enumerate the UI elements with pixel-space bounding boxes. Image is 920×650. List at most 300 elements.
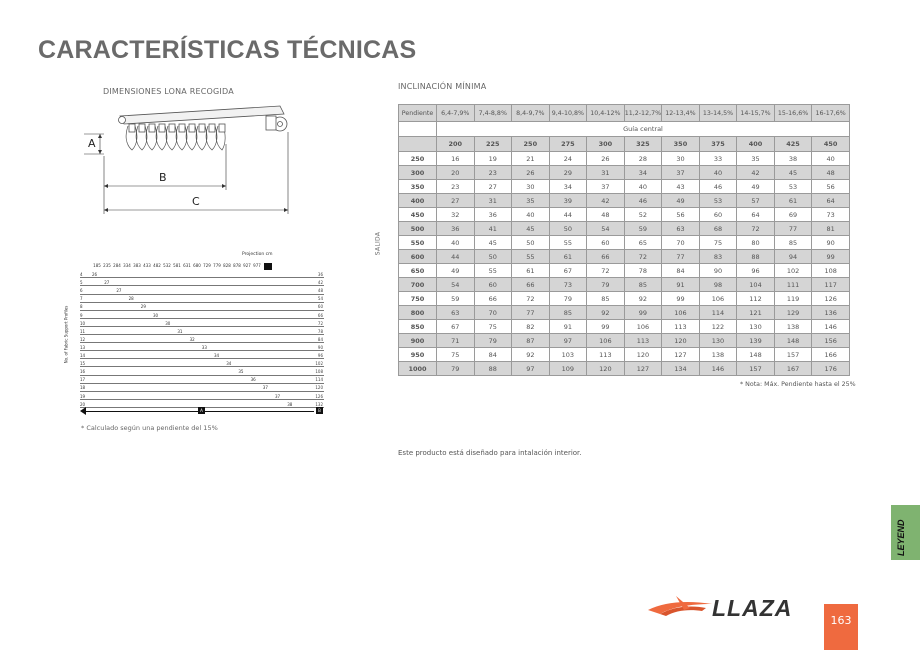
dim-label-c: C [192,195,200,208]
inclination-cell: 126 [812,292,850,306]
projection-row-value: 32 [189,336,195,342]
linea-header-cell: 425 [774,137,812,152]
inclination-cell: 53 [774,180,812,194]
inclination-cell: 29 [549,166,587,180]
inclination-cell: 92 [512,348,550,362]
inclination-cell: 66 [512,278,550,292]
projection-row-value: 31 [177,328,183,334]
projection-col-header: 383 [133,263,141,268]
projection-row-value: 37 [275,393,281,399]
inclination-cell: 63 [662,222,700,236]
salida-cell: 400 [399,194,437,208]
inclination-cell: 130 [737,320,775,334]
projection-col-header: 631 [183,263,191,268]
salida-cell: 600 [399,250,437,264]
inclination-cell: 19 [474,152,512,166]
projection-col-header: 482 [153,263,161,268]
inclination-cell: 48 [812,166,850,180]
projection-row-count: 11 [80,328,86,334]
inclination-cell: 106 [699,292,737,306]
linea-header-cell: 250 [512,137,550,152]
left-footnote: * Calculado según una pendiente del 15% [81,424,218,432]
linea-empty [399,137,437,152]
inclination-cell: 99 [662,292,700,306]
table-row [399,180,850,194]
inclination-cell: 65 [624,236,662,250]
inclination-cell: 104 [737,278,775,292]
inclination-cell: 24 [549,152,587,166]
inclination-cell: 120 [624,348,662,362]
projection-row [80,320,324,327]
inclination-cell: 31 [474,194,512,208]
linea-header-cell: 200 [437,137,475,152]
inclination-cell: 106 [624,320,662,334]
inclination-cell: 98 [699,278,737,292]
inclination-cell: 103 [549,348,587,362]
inclination-cell: 119 [774,292,812,306]
inclination-cell: 64 [737,208,775,222]
inclination-cell: 75 [474,320,512,334]
inclination-cell: 97 [549,334,587,348]
projection-row [80,271,324,278]
linea-header-cell: 275 [549,137,587,152]
inclination-cell: 91 [662,278,700,292]
side-tab-label: LEYEND [896,519,906,556]
linea-header-cell: 450 [812,137,850,152]
inclination-cell: 94 [774,250,812,264]
salida-cell: 350 [399,180,437,194]
inclination-cell: 146 [812,320,850,334]
inclination-cell: 79 [437,362,475,376]
pendiente-cell: 8,4-9,7% [512,105,550,122]
inclination-cell: 77 [662,250,700,264]
salida-cell: 950 [399,348,437,362]
pendiente-cell: 16-17,6% [812,105,850,122]
projection-col-header: 680 [193,263,201,268]
projection-row-end: 114 [315,377,323,383]
projection-row-end: 54 [317,296,323,302]
linea-header-cell: 350 [662,137,700,152]
inclination-cell: 109 [549,362,587,376]
inclination-cell: 99 [624,306,662,320]
inclination-cell: 56 [662,208,700,222]
projection-row-end: 96 [317,353,323,358]
inclination-cell: 36 [474,208,512,222]
inclination-cell: 148 [774,334,812,348]
awning-diagram [80,104,310,216]
inclination-cell: 60 [474,278,512,292]
left-section-label: DIMENSIONES LONA RECOGIDA [103,87,234,96]
inclination-cell: 70 [662,236,700,250]
pendiente-cell: 7,4-8,8% [474,105,512,122]
inclination-cell: 64 [812,194,850,208]
projection-row-value: 37 [262,385,268,391]
projection-col-header: 185 [93,263,101,268]
inclination-cell: 157 [737,362,775,376]
projection-row [80,295,324,302]
inclination-cell: 75 [437,348,475,362]
inclination-cell: 56 [812,180,850,194]
inclination-cell: 44 [549,208,587,222]
projection-row-end: 72 [317,320,323,326]
pendiente-label: Pendiente [399,105,437,122]
projection-row-value: 36 [250,377,256,383]
projection-col-header: 581 [173,263,181,268]
inclination-cell: 35 [737,152,775,166]
inclination-cell: 80 [737,236,775,250]
inclination-cell: 90 [812,236,850,250]
inclination-cell: 77 [512,306,550,320]
table-row [399,166,850,180]
inclination-cell: 106 [662,306,700,320]
inclination-cell: 92 [624,292,662,306]
inclination-cell: 49 [437,264,475,278]
projection-row [80,384,324,391]
inclination-cell: 72 [512,292,550,306]
brand-name: LLAZA [712,595,793,621]
inclination-cell: 90 [699,264,737,278]
inclination-cell: 68 [699,222,737,236]
inclination-cell: 81 [812,222,850,236]
dim-label-a: A [88,137,96,150]
inclination-cell: 46 [624,194,662,208]
inclination-cell: 66 [474,292,512,306]
projection-row-end: 42 [317,280,323,286]
inclination-cell: 30 [662,152,700,166]
page-title: CARACTERÍSTICAS TÉCNICAS [38,36,417,64]
projection-y-label: No. of Fabric Support Profiles [63,305,69,364]
inclination-cell: 78 [624,264,662,278]
inclination-cell: 92 [587,306,625,320]
salida-cell: 850 [399,320,437,334]
projection-row-value: 29 [140,304,146,310]
inclination-cell: 23 [474,166,512,180]
inclination-cell: 84 [662,264,700,278]
projection-col-header: 828 [223,263,231,268]
salida-cell: 450 [399,208,437,222]
projection-row-count: 10 [80,320,86,326]
inclination-cell: 66 [587,250,625,264]
table-row [399,320,850,334]
projection-row-value: 35 [238,369,244,375]
projection-row [80,328,324,335]
projection-row-count: 13 [80,344,86,350]
projection-row-end: 108 [315,369,323,375]
projection-col-header: 878 [233,263,241,268]
inclination-cell: 41 [474,222,512,236]
table-row [399,222,850,236]
pendiente-cell: 10,4-12% [587,105,625,122]
projection-title: Projection cm [242,252,273,257]
projection-row-count: 19 [80,393,86,399]
projection-row [80,312,324,319]
projection-row-value: 30 [153,312,159,318]
inclination-cell: 134 [662,362,700,376]
inclination-cell: 60 [587,236,625,250]
projection-row-count: 7 [80,296,83,302]
pendiente-cell: 13-14,5% [699,105,737,122]
projection-row-value: 27 [104,280,110,286]
projection-row-count: 8 [80,304,83,310]
inclination-cell: 138 [699,348,737,362]
inclination-cell: 32 [437,208,475,222]
inclination-cell: 45 [512,222,550,236]
inclination-cell: 37 [587,180,625,194]
inclination-cell: 28 [624,152,662,166]
inclination-cell: 120 [587,362,625,376]
pendiente-cell: 6,4-7,9% [437,105,475,122]
inclination-cell: 50 [549,222,587,236]
inclination-cell: 53 [699,194,737,208]
salida-cell: 1000 [399,362,437,376]
inclination-cell: 31 [587,166,625,180]
projection-col-header: 532 [163,263,171,268]
projection-row-value: 30 [165,320,171,326]
inclination-cell: 61 [512,264,550,278]
projection-col-marker [264,263,272,270]
inclination-cell: 49 [737,180,775,194]
table-row [399,264,850,278]
salida-cell: 500 [399,222,437,236]
projection-col-header: 977 [253,263,261,268]
inclination-cell: 79 [474,334,512,348]
inclination-cell: 46 [699,180,737,194]
projection-row-value: 33 [201,344,207,350]
projection-row-count: 14 [80,353,86,358]
inclination-cell: 139 [737,334,775,348]
projection-row-count: 4 [80,272,83,277]
inclination-cell: 73 [549,278,587,292]
inclination-cell: 55 [512,250,550,264]
inclination-cell: 23 [437,180,475,194]
inclination-cell: 34 [549,180,587,194]
projection-row [80,344,324,351]
linea-header-cell: 325 [624,137,662,152]
linea-header-cell: 225 [474,137,512,152]
projection-row-end: 120 [315,385,323,391]
projection-row [80,376,324,383]
projection-columns [92,263,324,271]
inclination-cell: 127 [662,348,700,362]
salida-cell: 250 [399,152,437,166]
inclination-cell: 59 [437,292,475,306]
inclination-cell: 72 [624,250,662,264]
inclination-cell: 91 [549,320,587,334]
table-row [399,152,850,166]
projection-row [80,279,324,286]
table-row [399,348,850,362]
table-row [399,306,850,320]
inclination-cell: 26 [512,166,550,180]
salida-cell: 750 [399,292,437,306]
projection-col-header: 927 [243,263,251,268]
salida-cell: 550 [399,236,437,250]
inclination-cell: 59 [624,222,662,236]
inclination-cell: 55 [474,264,512,278]
inclination-cell: 97 [512,362,550,376]
inclination-cell: 44 [437,250,475,264]
inclination-cell: 84 [474,348,512,362]
projection-row-value: 27 [116,288,122,294]
projection-row-end: 36 [317,272,323,277]
projection-col-header: 729 [203,263,211,268]
inclination-cell: 108 [812,264,850,278]
inclination-cell: 50 [512,236,550,250]
inclination-cell: 40 [512,208,550,222]
inclination-cell: 60 [699,208,737,222]
inclination-cell: 21 [512,152,550,166]
inclination-cell: 16 [437,152,475,166]
salida-label: SALIDA [374,231,382,256]
inclination-cell: 85 [774,236,812,250]
inclination-cell: 87 [512,334,550,348]
inclination-cell: 36 [437,222,475,236]
projection-row-count: 12 [80,336,86,342]
table-row [399,278,850,292]
table-row [399,334,850,348]
inclination-cell: 37 [662,166,700,180]
linea-header-cell: 300 [587,137,625,152]
inclination-cell: 26 [587,152,625,166]
inclination-cell: 40 [812,152,850,166]
table-row [399,194,850,208]
pendiente-cell: 9,4-10,8% [549,105,587,122]
projection-row [80,336,324,343]
inclination-table [398,104,850,376]
projection-footer [80,407,324,415]
projection-row-count: 5 [80,280,83,286]
inclination-cell: 138 [774,320,812,334]
inclination-cell: 71 [437,334,475,348]
inclination-cell: 85 [549,306,587,320]
projection-row-end: 66 [317,312,323,318]
inclination-cell: 83 [699,250,737,264]
brand-mark-icon [646,588,716,624]
table-row [399,250,850,264]
inclination-cell: 99 [812,250,850,264]
inclination-cell: 54 [437,278,475,292]
inclination-cell: 148 [737,348,775,362]
projection-col-header: 334 [123,263,131,268]
inclination-cell: 69 [774,208,812,222]
inclination-cell: 129 [774,306,812,320]
inclination-cell: 33 [699,152,737,166]
salida-cell: 650 [399,264,437,278]
inclination-cell: 42 [737,166,775,180]
guia-row [399,122,850,137]
inclination-cell: 50 [474,250,512,264]
inclination-cell: 61 [774,194,812,208]
right-section-label: INCLINACIÓN MÍNIMA [398,82,487,91]
inclination-cell: 67 [549,264,587,278]
inclination-cell: 82 [512,320,550,334]
inclination-cell: 156 [812,334,850,348]
inclination-cell: 48 [587,208,625,222]
inclination-cell: 45 [474,236,512,250]
pendiente-cell: 11,2-12,7% [624,105,662,122]
projection-row-count: 17 [80,377,86,383]
inclination-cell: 176 [812,362,850,376]
inclination-cell: 111 [774,278,812,292]
inclination-cell: 52 [624,208,662,222]
projection-row [80,352,324,359]
inclination-cell: 106 [587,334,625,348]
inclination-cell: 127 [624,362,662,376]
projection-row-end: 126 [315,393,323,399]
projection-col-header: 779 [213,263,221,268]
linea-header-cell: 400 [737,137,775,152]
inclination-cell: 121 [737,306,775,320]
inclination-cell: 88 [474,362,512,376]
projection-table [62,252,324,420]
inclination-cell: 113 [624,334,662,348]
inclination-cell: 49 [662,194,700,208]
inclination-cell: 85 [624,278,662,292]
inclination-cell: 45 [774,166,812,180]
projection-row-end: 90 [317,344,323,350]
inclination-cell: 27 [474,180,512,194]
inclination-cell: 113 [662,320,700,334]
projection-col-header: 284 [113,263,121,268]
inclination-cell: 35 [512,194,550,208]
inclination-cell: 112 [737,292,775,306]
inclination-cell: 99 [587,320,625,334]
inclination-cell: 30 [512,180,550,194]
inclination-cell: 136 [812,306,850,320]
projection-row-value: 38 [287,401,293,407]
pendiente-cell: 14-15,7% [737,105,775,122]
inclination-cell: 113 [587,348,625,362]
inclination-cell: 72 [737,222,775,236]
projection-row-count: 18 [80,385,86,391]
projection-row-value: 34 [214,353,220,358]
inclination-cell: 157 [774,348,812,362]
inclination-cell: 166 [812,348,850,362]
inclination-cell: 79 [549,292,587,306]
pendiente-cell: 15-16,6% [774,105,812,122]
right-note: * Nota: Máx. Pendiente hasta el 25% [740,381,856,388]
inclination-cell: 85 [587,292,625,306]
projection-row [80,393,324,400]
table-row [399,362,850,376]
pendiente-cell: 12-13,4% [662,105,700,122]
projection-row [80,287,324,294]
table-row [399,208,850,222]
table-row [399,292,850,306]
linea-row [399,137,850,152]
projection-row-count: 16 [80,369,86,375]
guia-empty [399,122,437,137]
inclination-cell: 75 [699,236,737,250]
inclination-cell: 67 [437,320,475,334]
projection-row-count: 20 [80,401,86,407]
salida-cell: 700 [399,278,437,292]
interior-note: Este producto está diseñado para intalación interior. [398,449,582,457]
inclination-cell: 70 [474,306,512,320]
inclination-cell: 34 [624,166,662,180]
projection-col-header: 433 [143,263,151,268]
inclination-cell: 77 [774,222,812,236]
projection-row-end: 60 [317,304,323,310]
inclination-cell: 40 [624,180,662,194]
projection-row-end: 84 [317,336,323,342]
linea-header-cell: 375 [699,137,737,152]
projection-row [80,303,324,310]
inclination-cell: 79 [587,278,625,292]
projection-row-count: 15 [80,361,86,367]
projection-row-value: 34 [226,361,232,367]
foot-box-a: A [198,407,205,414]
